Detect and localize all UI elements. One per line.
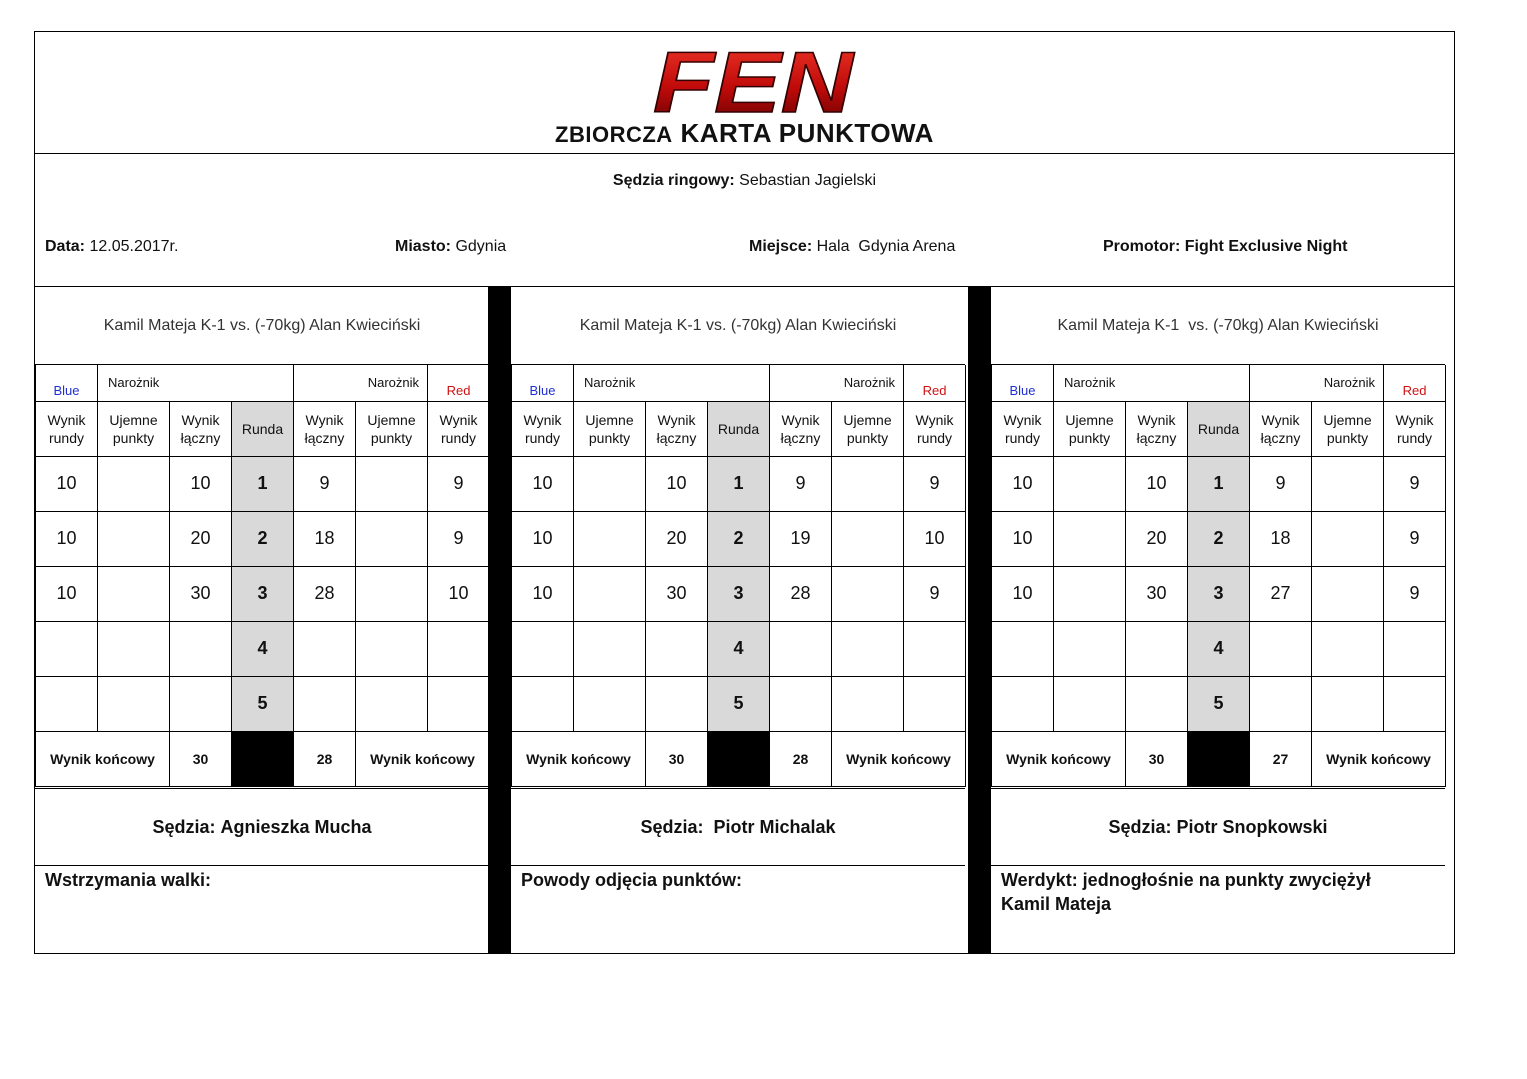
red-round-score	[1384, 621, 1446, 676]
round-header: Runda	[1188, 401, 1250, 456]
round-number: 4	[1188, 621, 1250, 676]
table-row	[512, 456, 966, 511]
blue-total-score: 20	[1126, 511, 1188, 566]
round-score-header: Wynik rundy	[36, 401, 98, 456]
event-venue: Miejsce: Hala Gdynia Arena	[749, 238, 956, 255]
blue-final-score: 30	[1126, 731, 1188, 786]
red-corner-label: Red	[428, 365, 490, 401]
table-row	[512, 566, 966, 621]
total-score-header: Wynik łączny	[1126, 401, 1188, 456]
table-row	[512, 621, 966, 676]
blue-round-score: 10	[36, 511, 98, 566]
blue-penalty	[574, 456, 646, 511]
blue-total-score	[170, 621, 232, 676]
red-round-score: 9	[904, 566, 966, 621]
blue-penalty	[1054, 511, 1126, 566]
score-table	[511, 365, 966, 787]
score-sheet	[34, 31, 1455, 954]
red-final-score: 27	[1250, 731, 1312, 786]
blue-round-score	[512, 676, 574, 731]
red-penalty	[356, 676, 428, 731]
red-penalty	[356, 456, 428, 511]
blue-round-score: 10	[992, 511, 1054, 566]
judge-name: Sędzia: Agnieszka Mucha	[35, 788, 489, 866]
blue-round-score: 10	[992, 566, 1054, 621]
total-score-header: Wynik łączny	[646, 401, 708, 456]
red-final-score: 28	[294, 731, 356, 786]
fight-title: Kamil Mateja K-1 vs. (-70kg) Alan Kwieciński	[35, 287, 489, 365]
red-penalty	[1312, 621, 1384, 676]
blue-final-label: Wynik końcowy	[36, 731, 170, 786]
table-row	[992, 566, 1446, 621]
blue-total-score: 10	[1126, 456, 1188, 511]
round-score-header: Wynik rundy	[428, 401, 490, 456]
blue-total-score: 20	[646, 511, 708, 566]
blue-corner-label: Blue	[992, 365, 1054, 401]
blue-penalty	[1054, 621, 1126, 676]
round-number: 3	[708, 566, 770, 621]
fen-logo	[645, 44, 865, 125]
score-table	[35, 365, 490, 787]
judge-panel	[991, 287, 1445, 954]
red-final-label: Wynik końcowy	[1312, 731, 1446, 786]
blue-round-score: 10	[512, 511, 574, 566]
round-number: 5	[708, 676, 770, 731]
round-number: 2	[1188, 511, 1250, 566]
table-row	[512, 511, 966, 566]
table-row	[36, 511, 490, 566]
red-round-score: 9	[428, 456, 490, 511]
red-round-score: 9	[1384, 566, 1446, 621]
round-number: 4	[232, 621, 294, 676]
red-total-score: 19	[770, 511, 832, 566]
blue-total-score	[170, 676, 232, 731]
fight-title: Kamil Mateja K-1 vs. (-70kg) Alan Kwieciński	[511, 287, 965, 365]
red-penalty	[832, 676, 904, 731]
ring-referee: Sędzia ringowy: Sebastian Jagielski	[612, 172, 877, 189]
blue-final-score: 30	[646, 731, 708, 786]
total-score-header: Wynik łączny	[770, 401, 832, 456]
round-number: 2	[232, 511, 294, 566]
round-number: 3	[232, 566, 294, 621]
event-promoter: Promotor: Fight Exclusive Night	[1103, 238, 1348, 255]
red-total-score: 9	[294, 456, 356, 511]
round-score-header: Wynik rundy	[1384, 401, 1446, 456]
blue-penalty	[574, 676, 646, 731]
svg-text:FEN: FEN	[653, 44, 856, 120]
red-penalty	[1312, 456, 1384, 511]
red-round-score	[904, 676, 966, 731]
blue-total-score: 10	[170, 456, 232, 511]
red-penalty	[832, 566, 904, 621]
blue-total-score	[646, 676, 708, 731]
red-round-score: 9	[904, 456, 966, 511]
red-final-score: 28	[770, 731, 832, 786]
event-info	[35, 154, 1454, 287]
judge-panel	[511, 287, 965, 954]
red-total-score: 18	[1250, 511, 1312, 566]
blue-round-score: 10	[36, 566, 98, 621]
judge-panel	[35, 287, 489, 954]
round-number: 2	[708, 511, 770, 566]
table-row	[992, 621, 1446, 676]
red-total-score: 28	[294, 566, 356, 621]
round-number: 1	[1188, 456, 1250, 511]
corner-label: Narożnik	[770, 365, 904, 401]
table-row	[36, 566, 490, 621]
judge-name: Sędzia: Piotr Michalak	[511, 788, 965, 866]
blue-total-score: 20	[170, 511, 232, 566]
document-title: ZBIORCZA KARTA PUNKTOWA	[555, 118, 934, 148]
red-total-score	[1250, 676, 1312, 731]
blue-penalty	[98, 456, 170, 511]
blue-penalty	[98, 511, 170, 566]
blue-penalty	[98, 676, 170, 731]
panel-separator	[488, 287, 511, 954]
round-number: 1	[708, 456, 770, 511]
red-penalty	[1312, 511, 1384, 566]
panel-note: Wstrzymania walki:	[45, 870, 212, 890]
red-final-label: Wynik końcowy	[356, 731, 490, 786]
round-number: 5	[1188, 676, 1250, 731]
red-round-score: 9	[428, 511, 490, 566]
red-corner-label: Red	[1384, 365, 1446, 401]
blue-round-score: 10	[992, 456, 1054, 511]
round-number: 1	[232, 456, 294, 511]
total-score-header: Wynik łączny	[294, 401, 356, 456]
blue-final-label: Wynik końcowy	[512, 731, 646, 786]
penalty-header: Ujemne punkty	[832, 401, 904, 456]
score-table	[991, 365, 1446, 787]
table-row	[36, 676, 490, 731]
blue-round-score: 10	[512, 456, 574, 511]
blue-round-score	[36, 676, 98, 731]
blue-total-score: 30	[646, 566, 708, 621]
penalty-header: Ujemne punkty	[1054, 401, 1126, 456]
table-row	[992, 511, 1446, 566]
red-round-score	[904, 621, 966, 676]
blue-total-score	[646, 621, 708, 676]
red-round-score: 9	[1384, 511, 1446, 566]
corner-label: Narożnik	[98, 365, 294, 401]
blue-penalty	[574, 511, 646, 566]
table-row	[36, 456, 490, 511]
blue-penalty	[98, 621, 170, 676]
penalty-header: Ujemne punkty	[574, 401, 646, 456]
final-round-blank	[232, 731, 294, 786]
red-penalty	[356, 566, 428, 621]
blue-total-score: 30	[1126, 566, 1188, 621]
fight-title: Kamil Mateja K-1 vs. (-70kg) Alan Kwieciński	[991, 287, 1445, 365]
blue-total-score	[1126, 621, 1188, 676]
red-round-score: 10	[428, 566, 490, 621]
table-row	[512, 676, 966, 731]
red-total-score: 9	[770, 456, 832, 511]
blue-penalty	[1054, 676, 1126, 731]
blue-penalty	[98, 566, 170, 621]
blue-penalty	[1054, 456, 1126, 511]
corner-label: Narożnik	[1054, 365, 1250, 401]
round-number: 3	[1188, 566, 1250, 621]
final-round-blank	[708, 731, 770, 786]
blue-total-score: 30	[170, 566, 232, 621]
corner-label: Narożnik	[294, 365, 428, 401]
blue-corner-label: Blue	[512, 365, 574, 401]
blue-penalty	[574, 566, 646, 621]
panel-note: Powody odjęcia punktów:	[521, 870, 743, 890]
red-total-score: 9	[1250, 456, 1312, 511]
round-score-header: Wynik rundy	[992, 401, 1054, 456]
round-number: 4	[708, 621, 770, 676]
round-header: Runda	[708, 401, 770, 456]
event-city: Miasto: Gdynia	[395, 238, 507, 255]
red-total-score	[294, 676, 356, 731]
blue-round-score: 10	[512, 566, 574, 621]
red-round-score: 10	[904, 511, 966, 566]
red-round-score	[428, 621, 490, 676]
red-penalty	[832, 621, 904, 676]
red-round-score	[428, 676, 490, 731]
corner-label: Narożnik	[574, 365, 770, 401]
table-row	[992, 676, 1446, 731]
red-total-score	[770, 621, 832, 676]
blue-final-score: 30	[170, 731, 232, 786]
red-round-score	[1384, 676, 1446, 731]
round-score-header: Wynik rundy	[512, 401, 574, 456]
blue-total-score	[1126, 676, 1188, 731]
red-penalty	[356, 511, 428, 566]
red-total-score	[1250, 621, 1312, 676]
penalty-header: Ujemne punkty	[356, 401, 428, 456]
panel-separator	[968, 287, 991, 954]
red-final-label: Wynik końcowy	[832, 731, 966, 786]
red-corner-label: Red	[904, 365, 966, 401]
blue-round-score	[992, 676, 1054, 731]
blue-round-score: 10	[36, 456, 98, 511]
red-penalty	[1312, 566, 1384, 621]
blue-corner-label: Blue	[36, 365, 98, 401]
red-penalty	[832, 511, 904, 566]
table-row	[36, 621, 490, 676]
penalty-header: Ujemne punkty	[98, 401, 170, 456]
blue-round-score	[512, 621, 574, 676]
blue-total-score: 10	[646, 456, 708, 511]
final-round-blank	[1188, 731, 1250, 786]
round-score-header: Wynik rundy	[904, 401, 966, 456]
sheet-header	[35, 32, 1454, 154]
blue-final-label: Wynik końcowy	[992, 731, 1126, 786]
round-header: Runda	[232, 401, 294, 456]
red-penalty	[832, 456, 904, 511]
panel-note: Werdykt: jednogłośnie na punkty zwyciężył Kamil Mateja	[1001, 870, 1371, 914]
total-score-header: Wynik łączny	[170, 401, 232, 456]
blue-penalty	[1054, 566, 1126, 621]
blue-round-score	[992, 621, 1054, 676]
red-total-score: 28	[770, 566, 832, 621]
table-row	[992, 456, 1446, 511]
corner-label: Narożnik	[1250, 365, 1384, 401]
blue-penalty	[574, 621, 646, 676]
red-total-score: 18	[294, 511, 356, 566]
round-number: 5	[232, 676, 294, 731]
red-total-score: 27	[1250, 566, 1312, 621]
red-total-score	[294, 621, 356, 676]
penalty-header: Ujemne punkty	[1312, 401, 1384, 456]
judge-name: Sędzia: Piotr Snopkowski	[991, 788, 1445, 866]
total-score-header: Wynik łączny	[1250, 401, 1312, 456]
red-total-score	[770, 676, 832, 731]
blue-round-score	[36, 621, 98, 676]
red-round-score: 9	[1384, 456, 1446, 511]
event-date: Data: 12.05.2017r.	[45, 238, 179, 255]
red-penalty	[356, 621, 428, 676]
red-penalty	[1312, 676, 1384, 731]
